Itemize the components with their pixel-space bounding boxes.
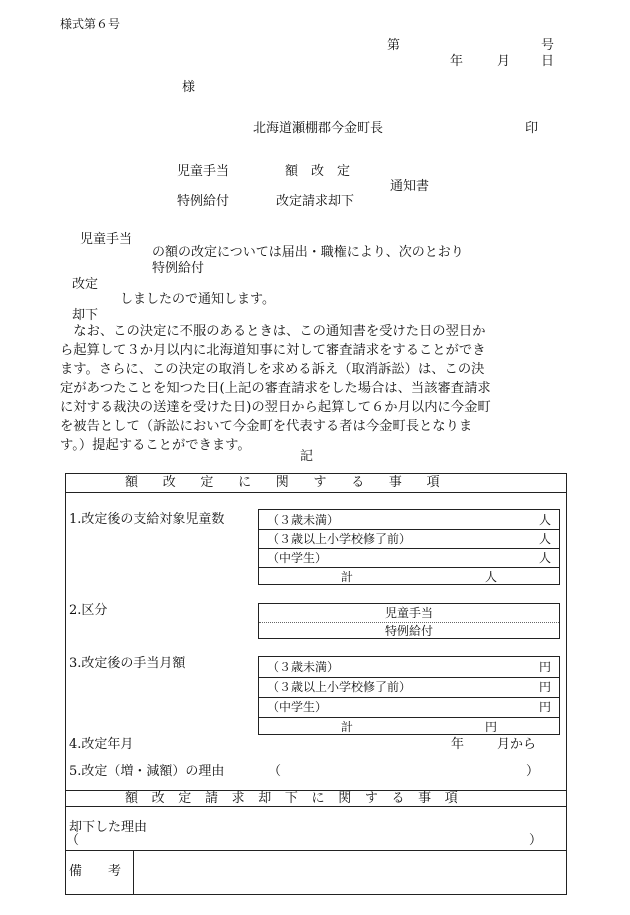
item5-paren-close: ） — [526, 764, 540, 779]
body-tokurei: 特例給付 — [152, 261, 205, 276]
title-gaku-kaitei: 額 改 定 — [285, 164, 351, 179]
title-jidou-teate: 児童手当 — [177, 164, 230, 179]
item1-label: 1.改定後の支給対象児童数 — [69, 512, 225, 527]
item4-year: 年 — [451, 737, 465, 752]
reason-paren-close: ） — [529, 833, 543, 848]
item2-option-jidou: 児童手当 — [384, 606, 433, 620]
body-notice: しましたので通知します。 — [120, 292, 275, 307]
title-tsuchisho: 通知書 — [390, 179, 430, 194]
paragraph-line-7: す。）提起することができます。 — [60, 438, 251, 453]
reason-label: 却下した理由 — [69, 820, 148, 835]
item5-paren-open: （ — [268, 764, 282, 779]
addressee-sama: 様 — [182, 80, 196, 95]
item2-box — [258, 603, 560, 639]
issuer-name: 北海道瀬棚郡今金町長 — [253, 121, 384, 136]
item2-option-tokurei: 特例給付 — [384, 624, 433, 638]
date-year: 年 — [450, 54, 464, 69]
title-kaitei-seikyu-kyakka: 改定請求却下 — [276, 194, 355, 209]
body-jidou-teate: 児童手当 — [80, 232, 133, 247]
number-go: 号 — [541, 38, 555, 53]
item1-table — [258, 509, 560, 585]
item1-row: （中学生） 人 — [267, 551, 551, 565]
title-tokurei-kyufu: 特例給付 — [177, 194, 230, 209]
item3-table — [258, 656, 560, 735]
item3-row: （３歳未満） 円 — [267, 660, 551, 674]
item1-row: （３歳未満） 人 — [267, 513, 551, 527]
item4-month-from: 月から — [497, 737, 537, 752]
form-number: 様式第６号 — [60, 17, 121, 31]
paragraph-line-2: ら起算して３か月以内に北海道知事に対して審査請求をすることができ — [60, 343, 486, 358]
paragraph-line-1: なお、この決定に不服のあるときは、この通知書を受けた日の翌日か — [60, 324, 486, 339]
number-dai: 第 — [387, 38, 401, 53]
body-kyakka: 却下 — [72, 308, 99, 323]
ki-heading: 記 — [300, 449, 314, 464]
paragraph-line-4: 定があつたことを知つた日(上記の審査請求をした場合は、当該審査請求 — [60, 381, 491, 396]
item2-label: 2.区分 — [69, 603, 108, 618]
date-month: 月 — [497, 54, 511, 69]
paragraph-line-3: ます。さらに、この決定の取消しを求める訴え（取消訴訟）は、この決 — [60, 362, 485, 377]
remarks-label: 備 考 — [69, 864, 122, 879]
date-day: 日 — [541, 54, 555, 69]
item1-row: （３歳以上小学校修了前） 人 — [267, 532, 551, 546]
item4-label: 4.改定年月 — [69, 737, 134, 752]
item3-row: （３歳以上小学校修了前） 円 — [267, 680, 551, 694]
reason-paren-open: （ — [66, 833, 80, 848]
body-kaitei: 改定 — [72, 277, 99, 292]
item1-total-row: 計 人 — [341, 570, 498, 584]
item3-label: 3.改定後の手当月額 — [69, 656, 186, 671]
section2-header: 額改定請求却下に関する事項 — [125, 791, 472, 806]
paragraph-line-5: に対する裁決の送達を受けた日)の翌日から起算して６か月以内に今金町 — [60, 400, 491, 415]
item5-label: 5.改定（増・減額）の理由 — [69, 764, 225, 779]
seal-mark: 印 — [525, 121, 539, 136]
body-line-1: の額の改定については届出・職権により、次のとおり — [152, 245, 464, 260]
paragraph-line-6: を被告として（訴訟において今金町を代表する者は今金町長となりま — [60, 419, 473, 434]
item3-total-row: 計 円 — [341, 720, 498, 734]
section1-header: 額改定に関する事項 — [125, 475, 465, 490]
item3-row: （中学生） 円 — [267, 700, 551, 714]
